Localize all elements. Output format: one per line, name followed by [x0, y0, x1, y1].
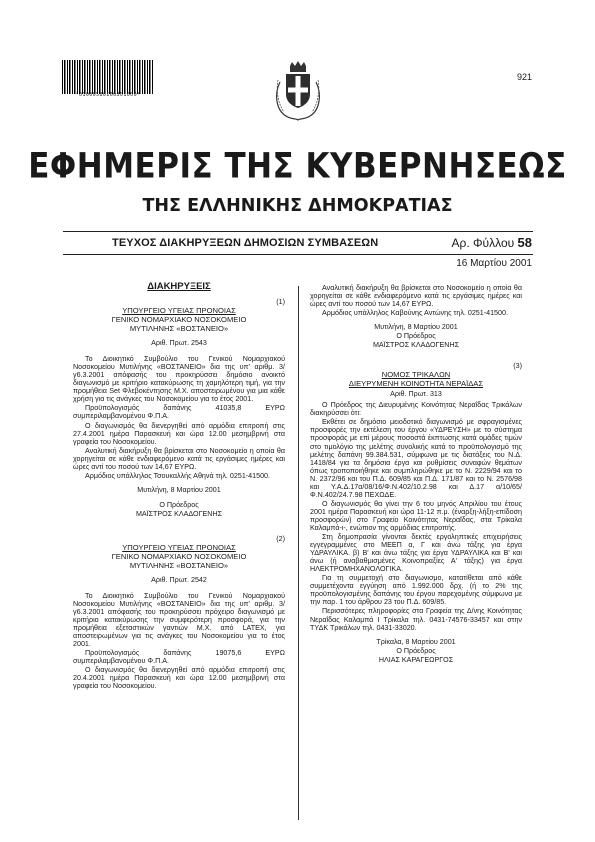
place-date: Τρίκαλα, 8 Μαρτίου 2001: [376, 637, 456, 646]
notice-number: (1): [276, 298, 285, 307]
signature-block: [310, 638, 522, 665]
signatory-name: ΜΑΪΣΤΡΟΣ ΚΛΑΔΟΓΕΝΗΣ: [135, 509, 223, 518]
notice-organization: ΓΕΝΙΚΟ ΝΟΜΑΡΧΙΑΚΟ ΝΟΣΟΚΟΜΕΙΟ: [111, 315, 247, 325]
signatory-role: Ο Πρόεδρος: [396, 332, 436, 341]
notice-organization: ΔΙΕΥΡΥΜΕΝΗ ΚΟΙΝΟΤΗΤΑ ΝΕΡΑΪΔΑΣ: [348, 379, 484, 389]
notice-paragraph: Αναλυτική διακήρυξη θα βρίσκεται στο Νοσοκομείο η οποία θα χορηγείται σε κάθε ενδιαφερόμενο κατά τις εργάσιμες ημέρες και ώρες αντί του ποσού των 14,67 ΕΥΡΩ.: [310, 284, 522, 309]
section-heading: ΔΙΑΚΗΡΥΞΕΙΣ: [147, 281, 211, 292]
notice-organization: ΜΥΤΙΛΗΝΗΣ «ΒΟΣΤΑΝΕΙΟ»: [129, 560, 229, 570]
notice-paragraph: Ο Πρόεδρος της Διευρυμένης Κοινότητας Νεραΐδας Τρικάλων διακηρύσσει ότι:: [310, 401, 522, 418]
notice-ministry: ΥΠΟΥΡΓΕΙΟ ΥΓΕΙΑΣ ΠΡΟΝΟΙΑΣ: [122, 306, 236, 316]
column-divider: [298, 286, 299, 820]
place-date: Μυτιλήνη, 8 Μαρτίου 2001: [137, 485, 221, 494]
notice-paragraph: Αρμόδιος υπάλληλος Καβούνης Αντώνης τηλ. 0251-41500.: [322, 309, 508, 318]
barcode: [62, 60, 154, 94]
signatory-name: ΗΛΙΑΣ ΚΑΡΑΓΕΩΡΓΟΣ: [378, 655, 454, 664]
protocol-number: Αριθ. Πρωτ. 2543: [151, 339, 207, 348]
right-column: [310, 284, 522, 665]
notice-number: (2): [276, 534, 285, 543]
protocol-number: Αριθ. Πρωτ. 2542: [151, 575, 207, 584]
coat-of-arms-emblem: [272, 60, 324, 122]
notice-1: [73, 298, 285, 519]
issue-series: ΤΕΥΧΟΣ ΔΙΑΚΗΡΥΞΕΩΝ ΔΗΜΟΣΙΩΝ ΣΥΜΒΑΣΕΩΝ: [112, 237, 379, 249]
barcode-number: *01000580160301000*: [75, 92, 141, 98]
signature-block: [73, 486, 285, 519]
notice-organization: ΜΥΤΙΛΗΝΗΣ «ΒΟΣΤΑΝΕΙΟ»: [129, 324, 229, 334]
gazette-subtitle: ΤΗΣ ΕΛΛΗΝΙΚΗΣ ΔΗΜΟΚΡΑΤΙΑΣ: [142, 196, 453, 216]
issue-number-value: 58: [517, 235, 532, 250]
notice-prefecture: ΝΟΜΟΣ ΤΡΙΚΑΛΩΝ: [381, 370, 451, 380]
signature-block: [310, 323, 522, 350]
notice-paragraph: Στη δημοπρασία γίνονται δεκτές εργοληπτικές επιχειρήσεις εγγεγραμμένες στο ΜΕΕΠ α, Γ και άνω τάξης για έργα ΥΔΡΑΥΛΙΚΑ. β) Β' και άνω τάξης για έργα ΥΔΡΑΥΛΙΚΑ και Β' και άνω (ή αναβαθμισμένες Κοινοπραξίες Α' τάξης) για έργα ΗΛΕΚΤΡΟΜΗΧΑΝΟΛΟΓΙΚΑ.: [310, 533, 522, 574]
issue-number: [451, 235, 532, 250]
notice-paragraph: Προϋπολογισμός δαπάνης 19075,6 ΕΥΡΩ συμπεριλαμβανομένου Φ.Π.Α.: [73, 649, 285, 666]
notice-paragraph: Αρμόδιος υπάλληλος Τσουκαλλής Αθηνά τηλ. 0251-41500.: [85, 471, 271, 480]
notice-paragraph: Το Διοικητικό Συμβούλιο του Γενικού Νομαρχιακού Νοσοκομείου Μυτιλήνης «ΒΟΣΤΑΝΕΙΟ» δια της υπ' αριθμ. 3/γ6.3.2001 απόφασής του προκηρύσσει δημόσιο ανοικτό διαγωνισμό με κριτήριο κατακύρωσης τη χαμηλότερη τιμή, για την προμήθεια Set Φλεβοκέντησης Μ.Χ. αποστειρωμένου για μια κάθε χρήση για τις ανάγκες του Νοσοκομείου για το έτος 2001.: [73, 355, 285, 404]
notice-paragraph: Προϋπολογισμός δαπάνης 41035,8 ΕΥΡΩ συμπεριλαμβανομένου Φ.Π.Α.: [73, 404, 285, 421]
notice-2: [73, 535, 285, 691]
signatory-name: ΜΑΪΣΤΡΟΣ ΚΛΑΔΟΓΕΝΗΣ: [372, 341, 460, 350]
notice-organization: ΓΕΝΙΚΟ ΝΟΜΑΡΧΙΑΚΟ ΝΟΣΟΚΟΜΕΙΟ: [111, 551, 247, 561]
page-number: 921: [516, 72, 532, 82]
notice-ministry: ΥΠΟΥΡΓΕΙΟ ΥΓΕΙΑΣ ΠΡΟΝΟΙΑΣ: [122, 542, 236, 552]
notice-paragraph: Ο διαγωνισμός θα διενεργηθεί από αρμόδια επιτροπή στις 20.4.2001 ημέρα Παρασκευή και ώρα 12.00 μεσημβρινή στα γραφεία του Νοσοκομείου.: [73, 666, 285, 691]
header-rule-bottom: [63, 254, 533, 255]
notice-number: (3): [513, 362, 522, 371]
notice-paragraph: Εκθέτει σε δημόσιο μειοδοτικό διαγωνισμό με σφραγισμένες προσφορές την εκτέλεση του έργου «ΥΔΡΕΥΣΗ» με το σύστημα προσφοράς με επί μέρους ποσοστά έκπτωσης κατά ομάδες τιμών στο τιμολόγιο της μελέτης συνολικής κατά το προϋπολογισμό της μελέτης δαπάνη 99.384.531, σύμφωνα με τις διατάξεις του Ν.Δ. 1418/84 για τα δημόσια έργα και ρυθμίσεις συναφών θεμάτων όπως τροποποιήθηκε και συμπληρώθηκε με το Ν. 2229/94 και το Ν. 2372/96 και του Π.Δ. 609/85 και Π.Δ. 171/87 και το Ν. 2576/98 και Υ.Α.Δ.17α/08/16/Φ.Ν.402/10.2.98 και Δ.17 α/10/65/Φ.Ν.402/24.7.98 ΠΕΧΩΔΕ.: [310, 418, 522, 499]
notice-paragraph: Το Διοικητικό Συμβούλιο του Γενικού Νομαρχιακού Νοσοκομείου Μυτιλήνης «ΒΟΣΤΑΝΕΙΟ» δια της υπ' αριθμ. 3/γ6.3.2001 απόφασής του προκηρύσσει πρόχειρο διαγωνισμό με κριτήριο κατακύρωσης την συμφερότερη προσφορά, για την προμήθεια εξεταστικών γαντιών Μ.Χ. από LATEX, για αποστειρωμένων για τις ανάγκες του Νοσοκομείου για το έτος 2001.: [73, 591, 285, 649]
protocol-number: Αριθ. Πρωτ. 313: [390, 390, 442, 399]
gazette-title: ΕΦΗΜΕΡΙΣ ΤΗΣ ΚΥΒΕΡΝΗΣΕΩΣ: [28, 146, 567, 187]
place-date: Μυτιλήνη, 8 Μαρτίου 2001: [374, 323, 458, 332]
notice-paragraph: Ο διαγωνισμός θα γίνει την 6 του μηνός Απριλίου του έτους 2001 ημέρα Παρασκευή και ώρα 11-12 π.μ. (έναρξη-λήξη-επίδοση προσφορών) στο Γραφείο Κοινότητας Νεραΐδας, στα Τρίκαλα Καλαμπά-ι-, ενώπιον της αρμόδιας επιτροπής.: [310, 499, 522, 532]
notice-2-continued: [310, 284, 522, 350]
notice-paragraph: Για τη συμμετοχή στο διαγωνισμο, κατατίθεται από κάθε συμμετέχοντα εγγύηση από 1.992.000 δρχ. (ή το 2% της προϋπολογισμένης δαπάνης του έργου παρεχομένης σύμφωνα με την παρ. 1 του άρθρου 23 του Π.Δ. 609/85.: [310, 574, 522, 607]
signatory-role: Ο Πρόεδρος: [159, 500, 199, 509]
notice-paragraph: Περισσότερες πληροφορίες στα Γραφεία της Δ/νης Κοινότητας Νεραΐδας Καλαμπά Ι Τρίκαλα τηλ. 0431-74576-33457 και στην ΤΥΔΚ Τρικάλων τηλ. 0431-33020.: [310, 607, 522, 632]
header-rule-top: [63, 231, 533, 232]
notice-paragraph: Ο διαγωνισμός θα διενεργηθεί από αρμόδια επιτροπή στις 27.4.2001 ημέρα Παρασκευή και ώρα 12.00 μεσημβρινή στα γραφεία του Νοσοκομείου.: [73, 421, 285, 446]
signatory-role: Ο Πρόεδρος: [396, 646, 436, 655]
notice-paragraph: Αναλυτική διακήρυξη θα βρίσκεται στο Νοσοκομείο η οποία θα χορηγείται σε κάθε ενδιαφερόμενο κατά τις εργάσιμες ημέρες και ώρες αντί του ποσού των 14,67 ΕΥΡΩ.: [73, 446, 285, 471]
issue-date: 16 Μαρτίου 2001: [456, 258, 532, 269]
issue-number-label: Αρ. Φύλλου: [451, 236, 515, 250]
notice-3: [310, 362, 522, 664]
left-column: [73, 282, 285, 692]
